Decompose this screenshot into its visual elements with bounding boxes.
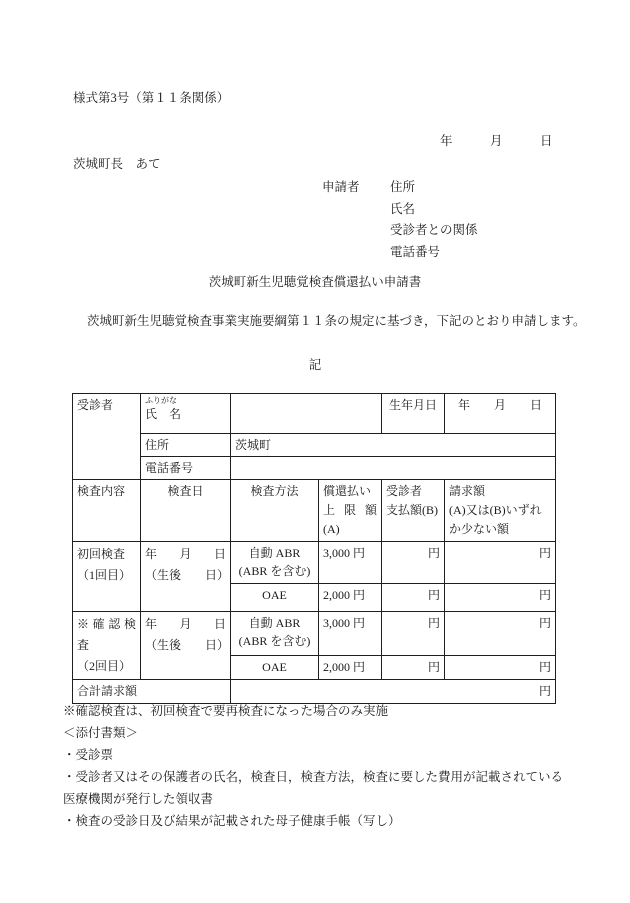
- attachment-item-receipt: ・受診者又はその保護者の氏名，検査日，検査方法，検査に要した費用が記載されている: [63, 770, 564, 784]
- attachment-item-receipt-continued: 医療機関が発行した領収書: [63, 792, 214, 806]
- footer-notes: [63, 700, 563, 832]
- birth-value: 年 月 日: [457, 398, 542, 412]
- name-label-cell: [141, 394, 231, 434]
- attachment-item-examination-slip: ・受診票: [63, 748, 114, 762]
- col-header-claim-line1: 請求額: [449, 484, 486, 498]
- initial-oae-limit-cell: 2,000 円: [319, 584, 382, 612]
- applicant-field-address: 住所: [390, 180, 416, 194]
- col-header-method: [231, 480, 319, 542]
- confirm-exam-abr-row: [73, 612, 556, 656]
- col-header-claim-line3: か少ない額: [449, 522, 510, 536]
- col-header-paid-line1: 受診者: [386, 484, 423, 498]
- birth-value-cell: [445, 394, 556, 434]
- attachment-item-mch-handbook: ・検査の受診日及び結果が記載された母子健康手帳（写し）: [63, 814, 401, 828]
- footnote-confirm-exam: ※確認検査は、初回検査で要再検査になった場合のみ実施: [63, 704, 389, 718]
- applicant-block: [322, 177, 478, 263]
- initial-oae-method-cell: OAE: [231, 584, 319, 612]
- issue-date-line: 年 月 日: [440, 134, 553, 148]
- col-header-limit-line1: 償還払い: [323, 484, 372, 498]
- col-header-limit-line2: 上限額: [323, 503, 377, 517]
- examinee-label-cell: [73, 394, 141, 480]
- initial-exam-content-cell: [73, 542, 141, 612]
- section-mark: 記: [308, 358, 322, 372]
- col-header-limit: [319, 480, 382, 542]
- col-header-claim-line2: (A)又は(B)いずれ: [449, 503, 542, 517]
- initial-exam-date-line1: 年 月 日: [145, 547, 226, 561]
- col-header-exam-date-label: 検査日: [167, 484, 204, 498]
- col-header-claim: [445, 480, 556, 542]
- initial-exam-date-line2: （生後 日）: [145, 568, 230, 582]
- col-header-paid-line2: 支払額(B): [386, 503, 438, 517]
- phone-label-cell: [141, 457, 231, 480]
- col-header-limit-line3: (A): [323, 522, 340, 536]
- addressee: 茨城町長 あて: [73, 157, 161, 171]
- birth-label: 生年月日: [388, 398, 437, 412]
- confirm-exam-content-cell: [73, 612, 141, 680]
- column-header-row: [73, 480, 556, 542]
- confirm-oae-paid-cell: 円: [382, 656, 445, 680]
- initial-exam-date-cell: [141, 542, 231, 612]
- initial-exam-content-line2: （1回目）: [77, 568, 132, 582]
- confirm-exam-content-line1: ※確認検: [77, 617, 136, 631]
- name-value-cell: [231, 394, 382, 434]
- confirm-abr-method-line2: (ABR を含む): [238, 634, 311, 648]
- initial-abr-limit-cell: 3,000 円: [319, 542, 382, 584]
- confirm-abr-method-cell: [231, 612, 319, 656]
- applicant-field-phone: 電話番号: [390, 244, 441, 259]
- initial-abr-paid-cell: 円: [382, 542, 445, 584]
- col-header-paid: [382, 480, 445, 542]
- applicant-label: 申請者: [322, 180, 360, 194]
- confirm-oae-limit-cell: 2,000 円: [319, 656, 382, 680]
- confirm-exam-date-line2: （生後 日）: [145, 638, 230, 652]
- initial-abr-method-line1: 自動 ABR: [248, 546, 301, 560]
- initial-abr-method-cell: [231, 542, 319, 584]
- col-header-method-label: 検査方法: [250, 484, 299, 498]
- confirm-exam-date-line1: 年 月 日: [145, 617, 226, 631]
- applicant-field-name: 氏名: [390, 201, 416, 216]
- col-header-exam-date: [141, 480, 231, 542]
- initial-abr-method-line2: (ABR を含む): [238, 564, 311, 578]
- examinee-address-row: [73, 434, 556, 457]
- col-header-content-label: 検査内容: [77, 484, 126, 498]
- initial-exam-abr-row: [73, 542, 556, 584]
- confirm-exam-content-line2: 査: [77, 638, 90, 652]
- confirm-abr-limit-cell: 3,000 円: [319, 612, 382, 656]
- confirm-abr-claim-cell: 円: [445, 612, 556, 656]
- confirm-abr-method-line1: 自動 ABR: [248, 616, 301, 630]
- phone-value-cell: [231, 457, 556, 480]
- application-table: [72, 393, 556, 704]
- initial-exam-content-line1: 初回検査: [77, 547, 126, 561]
- confirm-abr-paid-cell: 円: [382, 612, 445, 656]
- address-value-cell: [231, 434, 556, 457]
- furigana-label: ふりがな: [145, 396, 177, 405]
- col-header-content: [73, 480, 141, 542]
- confirm-oae-claim-cell: 円: [445, 656, 556, 680]
- phone-label: 電話番号: [145, 461, 194, 475]
- address-label: 住所: [145, 438, 170, 452]
- examinee-phone-row: [73, 457, 556, 480]
- document-title: 茨城町新生児聴覚検査償還払い申請書: [208, 275, 422, 289]
- initial-abr-claim-cell: 円: [445, 542, 556, 584]
- confirm-exam-content-line3: （2回目）: [77, 659, 132, 673]
- name-label: 氏 名: [145, 407, 182, 421]
- initial-oae-paid-cell: 円: [382, 584, 445, 612]
- examinee-label: 受診者: [77, 398, 114, 412]
- confirm-exam-date-cell: [141, 612, 231, 680]
- birth-label-cell: [382, 394, 445, 434]
- initial-oae-claim-cell: 円: [445, 584, 556, 612]
- form-code: 様式第3号（第１１条関係）: [73, 91, 230, 105]
- body-text: 茨城町新生児聴覚検査事業実施要綱第１１条の規定に基づき，下記のとおり申請します。: [87, 314, 586, 328]
- applicant-field-relationship: 受診者との関係: [390, 223, 478, 237]
- total-label-cell: 合計請求額: [73, 680, 231, 704]
- confirm-oae-method-cell: OAE: [231, 656, 319, 680]
- total-value-cell: 円: [231, 680, 556, 704]
- examinee-name-row: [73, 394, 556, 434]
- address-label-cell: [141, 434, 231, 457]
- applicant-fields: [390, 177, 478, 263]
- address-value: 茨城町: [235, 438, 272, 452]
- attachments-heading: ＜添付書類＞: [63, 726, 139, 740]
